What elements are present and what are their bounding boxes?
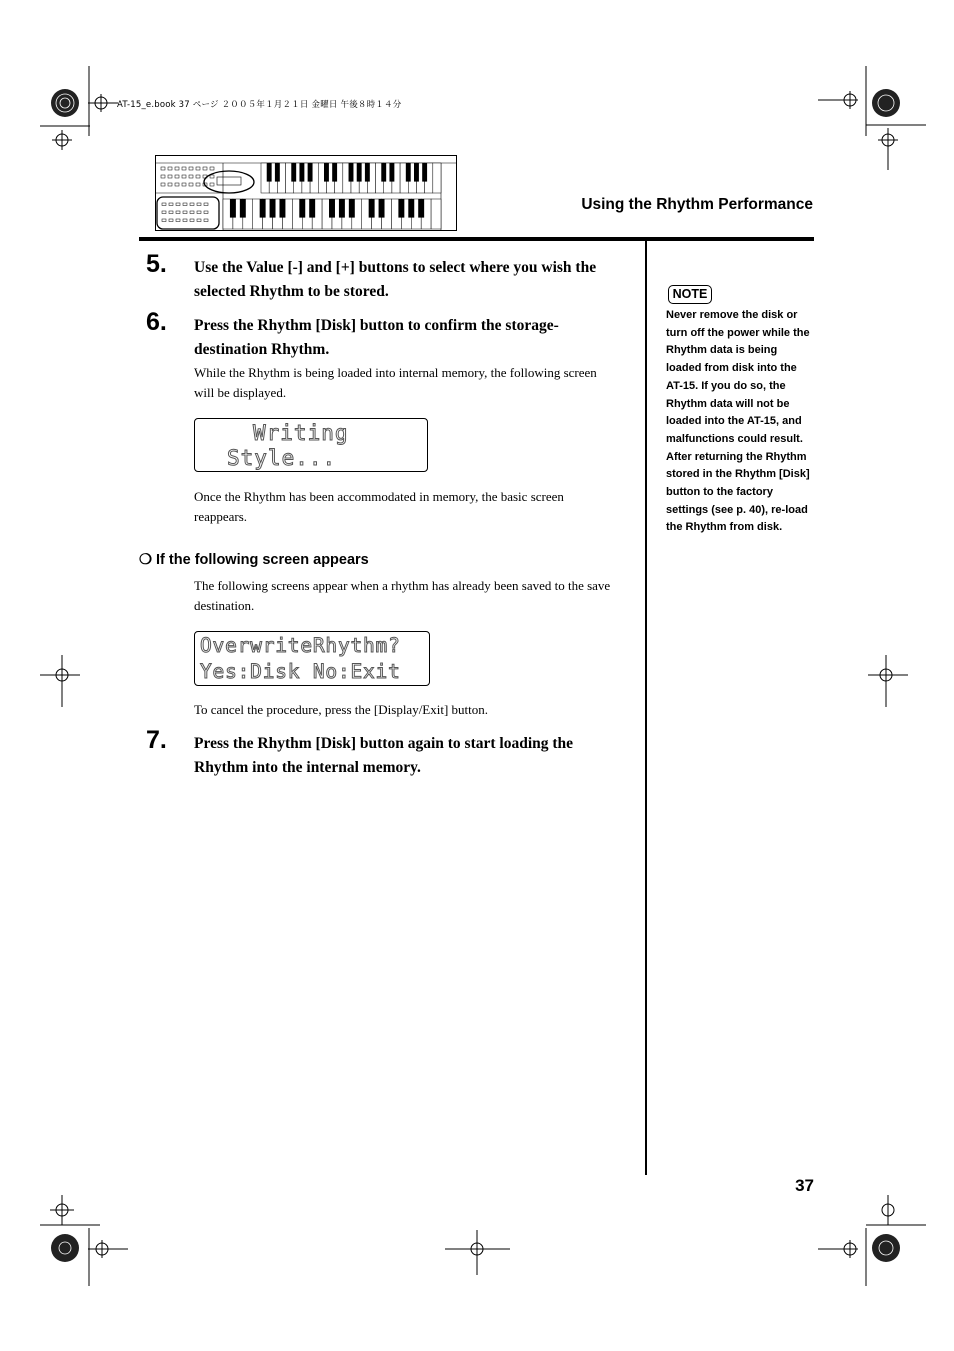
body-paragraph: While the Rhythm is being loaded into internal memory, the following screen will be displayed. <box>194 365 597 400</box>
column-divider <box>645 241 647 1175</box>
subheading-text: If the following screen appears <box>156 552 369 568</box>
lcd-line: Yes:Disk No:Exit <box>200 660 401 683</box>
registration-mark-icon <box>866 1195 926 1275</box>
registration-mark-icon <box>88 1228 128 1286</box>
organ-keyboard-icon <box>155 155 458 232</box>
step-number: 6. <box>146 308 167 336</box>
lcd-screen-overwrite <box>194 631 430 686</box>
registration-mark-icon <box>88 66 118 136</box>
print-header: AT-15_e.book 37 ページ ２００５年１月２１日 金曜日 午後８時１４分 <box>117 100 402 110</box>
crop-mark-icon <box>868 655 908 710</box>
page-number: 37 <box>795 1176 814 1195</box>
step-text: Press the Rhythm [Disk] button again to start loading the Rhythm into the internal memory. <box>194 735 574 776</box>
step-number: 5. <box>146 250 167 278</box>
crop-mark-icon <box>40 1195 100 1230</box>
registration-mark-icon <box>445 1230 510 1275</box>
step-text: Use the Value [-] and [+] buttons to select where you wish the selected Rhythm to be stored. <box>194 259 597 300</box>
header-rule <box>139 237 814 241</box>
step-number: 7. <box>146 726 167 754</box>
lcd-screen-writing <box>194 418 428 472</box>
body-paragraph: The following screens appear when a rhythm has already been saved to the save destination. <box>194 578 611 613</box>
step-text: Press the Rhythm [Disk] button to confirm the storage-destination Rhythm. <box>194 317 559 358</box>
note-text: Never remove the disk or turn off the power while the Rhythm data is being loaded from disk into the AT-15. If you do so, the Rhythm data will not be loaded into the AT-15, and malfunctions could result. After returning the Rhythm stored in the Rhythm [Disk] button to the factory settings (see p. 40), re-load the Rhythm from disk. <box>666 309 810 534</box>
note-badge: NOTE <box>668 285 712 304</box>
page-header-title: Using the Rhythm Performance <box>581 196 813 213</box>
crop-mark-icon <box>40 655 80 710</box>
crop-mark-icon <box>40 120 90 160</box>
lcd-line: Writing <box>253 421 349 445</box>
crop-mark-icon <box>866 120 926 175</box>
registration-mark-icon <box>818 66 868 136</box>
body-paragraph: Once the Rhythm has been accommodated in memory, the basic screen reappears. <box>194 489 564 524</box>
registration-mark-icon <box>45 1228 85 1268</box>
registration-mark-icon <box>818 1228 868 1286</box>
body-paragraph: To cancel the procedure, press the [Display/Exit] button. <box>194 702 489 717</box>
lcd-line: Style... <box>227 446 337 470</box>
subheading <box>139 552 369 568</box>
bullet-icon: ❍ <box>139 552 152 568</box>
lcd-line: OverwriteRhythm? <box>200 634 401 657</box>
